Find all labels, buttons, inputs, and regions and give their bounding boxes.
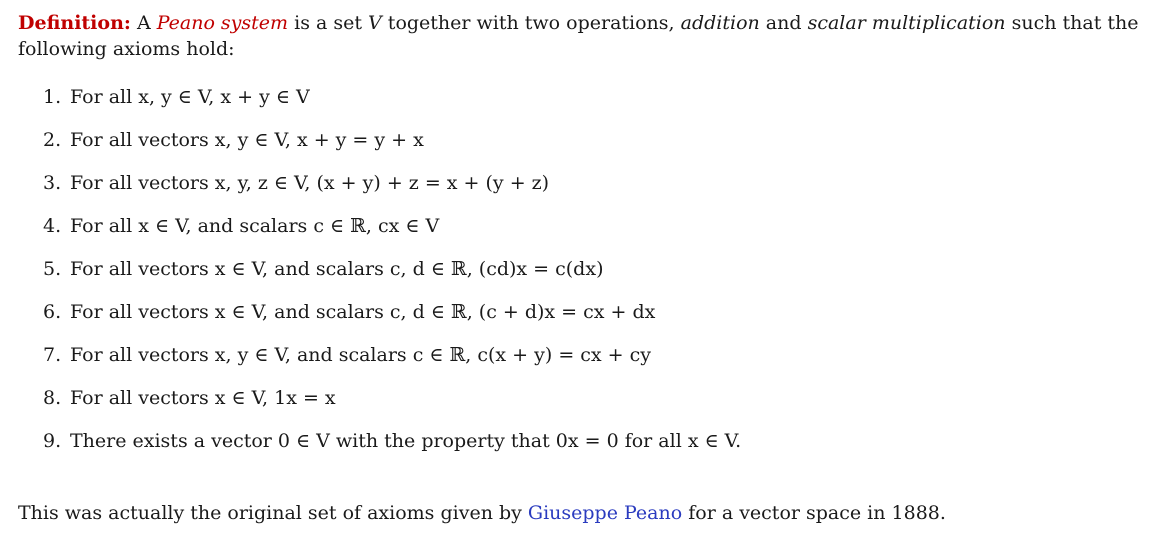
definition-text-b: is a set — [288, 12, 369, 34]
axiom-item — [43, 298, 741, 341]
closing-text-b: for a vector space in 1888. — [682, 502, 946, 524]
closing-paragraph — [18, 502, 946, 524]
axiom-text: For all vectors x, y, z ∈ V, (x + y) + z = x + (y + z) — [70, 172, 550, 194]
axiom-item — [43, 83, 741, 126]
axiom-text: For all vectors x ∈ V, and scalars c, d ∈ ℝ, (cd)x = c(dx) — [70, 258, 604, 280]
operation-addition: addition — [680, 12, 760, 34]
axiom-item — [43, 341, 741, 384]
axiom-number: 7. — [43, 344, 62, 366]
axiom-item — [43, 427, 741, 470]
closing-text-a: This was actually the original set of axioms given by — [18, 502, 528, 524]
definition-text-e: such that the following axioms hold: — [18, 12, 1139, 60]
axiom-item — [43, 126, 741, 169]
axiom-item — [43, 255, 741, 298]
axiom-number: 6. — [43, 301, 62, 323]
definition-term: Peano system — [156, 12, 289, 34]
set-symbol: V — [368, 12, 382, 34]
axiom-text: There exists a vector 0 ∈ V with the property that 0x = 0 for all x ∈ V. — [70, 430, 742, 452]
axiom-text: For all vectors x, y ∈ V, and scalars c ∈ ℝ, c(x + y) = cx + cy — [70, 344, 652, 366]
axiom-number: 4. — [43, 215, 62, 237]
axiom-number: 9. — [43, 430, 62, 452]
axiom-item — [43, 212, 741, 255]
definition-paragraph — [18, 10, 1158, 62]
axiom-text: For all vectors x ∈ V, and scalars c, d ∈ ℝ, (c + d)x = cx + dx — [70, 301, 656, 323]
axiom-number: 3. — [43, 172, 62, 194]
giuseppe-peano-link[interactable]: Giuseppe Peano — [527, 502, 683, 524]
operation-scalar-multiplication: scalar multiplication — [807, 12, 1006, 34]
axiom-number: 8. — [43, 387, 62, 409]
axiom-text: For all vectors x, y ∈ V, x + y = y + x — [70, 129, 424, 151]
axiom-text: For all x, y ∈ V, x + y ∈ V — [70, 86, 310, 108]
axiom-text: For all vectors x ∈ V, 1x = x — [70, 387, 336, 409]
axiom-item — [43, 169, 741, 212]
definition-text-d: and — [759, 12, 808, 34]
axiom-number: 1. — [43, 86, 62, 108]
page — [18, 10, 1158, 524]
definition-label: Definition: — [18, 12, 131, 34]
definition-text-c: together with two operations, — [381, 12, 681, 34]
axiom-text: For all x ∈ V, and scalars c ∈ ℝ, cx ∈ V — [70, 215, 440, 237]
axiom-number: 5. — [43, 258, 62, 280]
definition-text-a: A — [130, 12, 157, 34]
axiom-number: 2. — [43, 129, 62, 151]
axiom-item — [43, 384, 741, 427]
axiom-list — [43, 83, 741, 470]
